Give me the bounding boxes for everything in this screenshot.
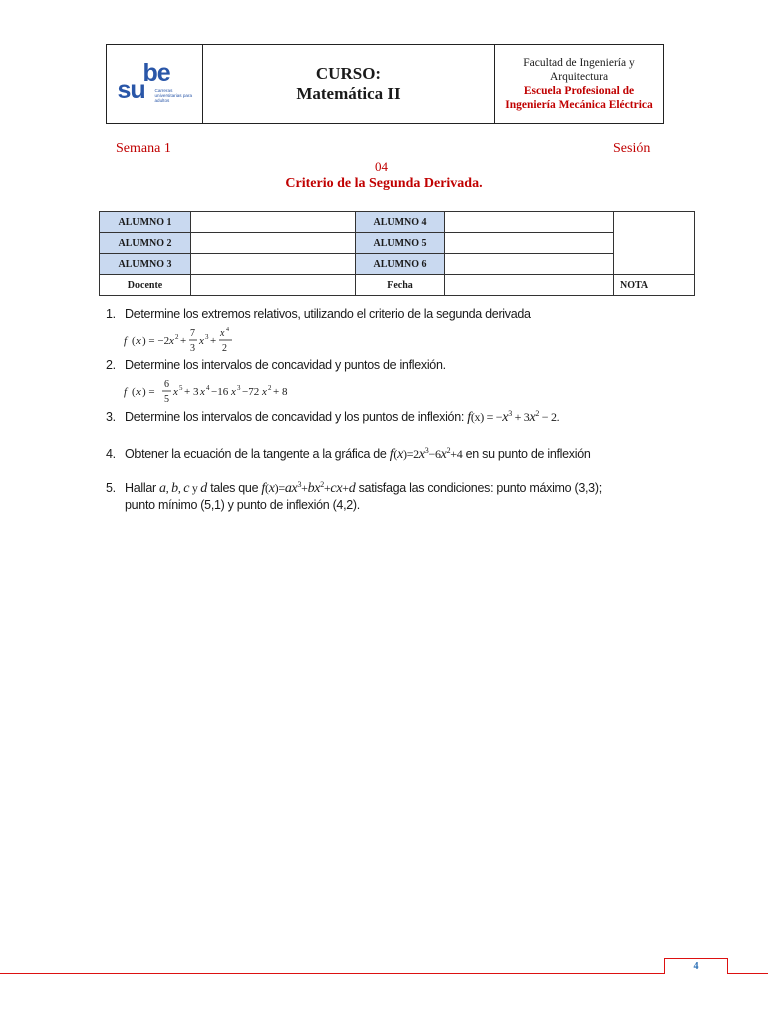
student-label: ALUMNO 3	[100, 254, 191, 275]
svg-text:5: 5	[179, 384, 183, 392]
exercise-text-cont: tales que	[210, 481, 259, 495]
svg-text:2: 2	[222, 343, 227, 354]
grade-label: NOTA	[614, 275, 695, 296]
student-name-cell[interactable]	[191, 212, 356, 233]
student-name-cell[interactable]	[445, 254, 614, 275]
student-label: ALUMNO 1	[100, 212, 191, 233]
exercise-number: 4.	[106, 447, 116, 461]
teacher-name-cell[interactable]	[191, 275, 356, 296]
svg-text:) =: ) =	[142, 386, 155, 398]
svg-text:x: x	[173, 386, 178, 398]
student-name-cell[interactable]	[191, 254, 356, 275]
footer-rule	[0, 973, 768, 974]
date-label: Fecha	[356, 275, 445, 296]
svg-text:3: 3	[190, 343, 195, 354]
svg-text:+: +	[180, 335, 187, 347]
svg-text:6: 6	[164, 379, 169, 390]
exercise-text: Obtener la ecuación de la tangente a la gráfica de	[125, 447, 387, 461]
svg-text:x: x	[200, 386, 205, 398]
svg-text:4: 4	[226, 327, 229, 333]
svg-text:+: +	[210, 335, 217, 347]
formula-3: $f(x) = -x^3 + 3x^2 - 2$.	[467, 409, 560, 425]
table-row	[100, 275, 695, 296]
exercise-text: Determine los intervalos de concavidad y puntos de inflexión.	[125, 358, 446, 372]
exercise-text-cont: en su punto de inflexión	[465, 447, 591, 461]
page-number: 4	[664, 958, 728, 974]
exercise-number: 1.	[106, 307, 116, 321]
svg-text:x: x	[231, 386, 236, 398]
svg-text:−16: −16	[211, 386, 229, 398]
school-name: Escuela Profesional de Ingeniería Mecánica Eléctrica	[505, 85, 653, 111]
exercise-number: 5.	[106, 481, 116, 495]
svg-text:x: x	[136, 335, 141, 347]
table-row	[100, 254, 695, 275]
week-label: Semana 1	[116, 141, 171, 156]
formula-5: $f(x)=ax^3+bx^2+cx+d$	[261, 480, 356, 496]
course-label: CURSO:	[315, 64, 382, 83]
exercise-3	[106, 410, 559, 426]
document-header	[106, 44, 664, 124]
table-row	[100, 212, 695, 233]
svg-text:x: x	[262, 386, 267, 398]
exercise-text: Determine los intervalos de concavidad y los puntos de inflexión:	[125, 410, 465, 424]
svg-text:(: (	[132, 335, 136, 347]
svg-text:(: (	[132, 386, 136, 398]
svg-text:5: 5	[164, 394, 169, 405]
coefficients: a, b, c y d	[159, 481, 207, 496]
svg-text:4: 4	[206, 384, 210, 392]
date-cell[interactable]	[445, 275, 614, 296]
student-label: ALUMNO 4	[356, 212, 445, 233]
exercise-number: 3.	[106, 410, 116, 424]
svg-text:3: 3	[237, 384, 241, 392]
exercise-number: 2.	[106, 358, 116, 372]
teacher-label: Docente	[100, 275, 191, 296]
svg-text:x: x	[220, 328, 225, 339]
course-title-cell	[203, 45, 495, 123]
svg-text:2: 2	[175, 333, 179, 341]
student-label: ALUMNO 5	[356, 233, 445, 254]
table-row	[100, 233, 695, 254]
exercise-text: Determine los extremos relativos, utilizando el criterio de la segunda derivada	[125, 307, 531, 321]
logo-text-be: be	[142, 59, 170, 87]
student-label: ALUMNO 6	[356, 254, 445, 275]
grade-box[interactable]	[614, 212, 695, 275]
session-label: Sesión	[613, 141, 651, 156]
logo-text-su: su	[117, 76, 145, 104]
svg-text:f: f	[124, 386, 128, 398]
logo-cell	[107, 45, 203, 123]
svg-text:−72: −72	[242, 386, 260, 398]
exercise-5	[106, 480, 666, 513]
student-name-cell[interactable]	[191, 233, 356, 254]
svg-text:+ 8: + 8	[273, 386, 288, 398]
svg-text:) = −2: ) = −2	[142, 335, 170, 347]
svg-text:2: 2	[268, 384, 272, 392]
formula-1	[124, 325, 244, 357]
students-table	[99, 211, 695, 296]
student-label: ALUMNO 2	[100, 233, 191, 254]
formula-2	[124, 376, 299, 408]
session-number: 04	[375, 159, 388, 174]
faculty-cell	[495, 45, 663, 123]
exercise-text-cont-2: satisfaga las condiciones: punto máximo (3,3);	[358, 481, 602, 495]
topic-title: Criterio de la Segunda Derivada.	[285, 176, 483, 191]
svg-text:+ 3: + 3	[184, 386, 199, 398]
exercise-text: Hallar	[125, 481, 156, 495]
svg-text:x: x	[136, 386, 141, 398]
exercise-1	[106, 307, 531, 321]
svg-text:3: 3	[205, 333, 209, 341]
course-name: Matemática II	[296, 84, 401, 103]
exercise-2	[106, 358, 446, 372]
svg-text:f: f	[124, 335, 128, 347]
formula-4: $f(x)=2x^3-6x^2+4$	[389, 446, 463, 462]
svg-text:7: 7	[190, 328, 195, 339]
faculty-name: Facultad de Ingeniería y Arquitectura	[523, 57, 635, 83]
svg-text:x: x	[169, 335, 174, 347]
exercise-text-cont-3: punto mínimo (5,1) y punto de inflexión (4,2).	[125, 498, 360, 512]
exercise-4	[106, 447, 591, 463]
student-name-cell[interactable]	[445, 212, 614, 233]
student-name-cell[interactable]	[445, 233, 614, 254]
logo-tagline: Carreras universitarias para adultos	[154, 88, 193, 103]
sube-logo	[115, 61, 195, 107]
svg-text:x: x	[199, 335, 204, 347]
